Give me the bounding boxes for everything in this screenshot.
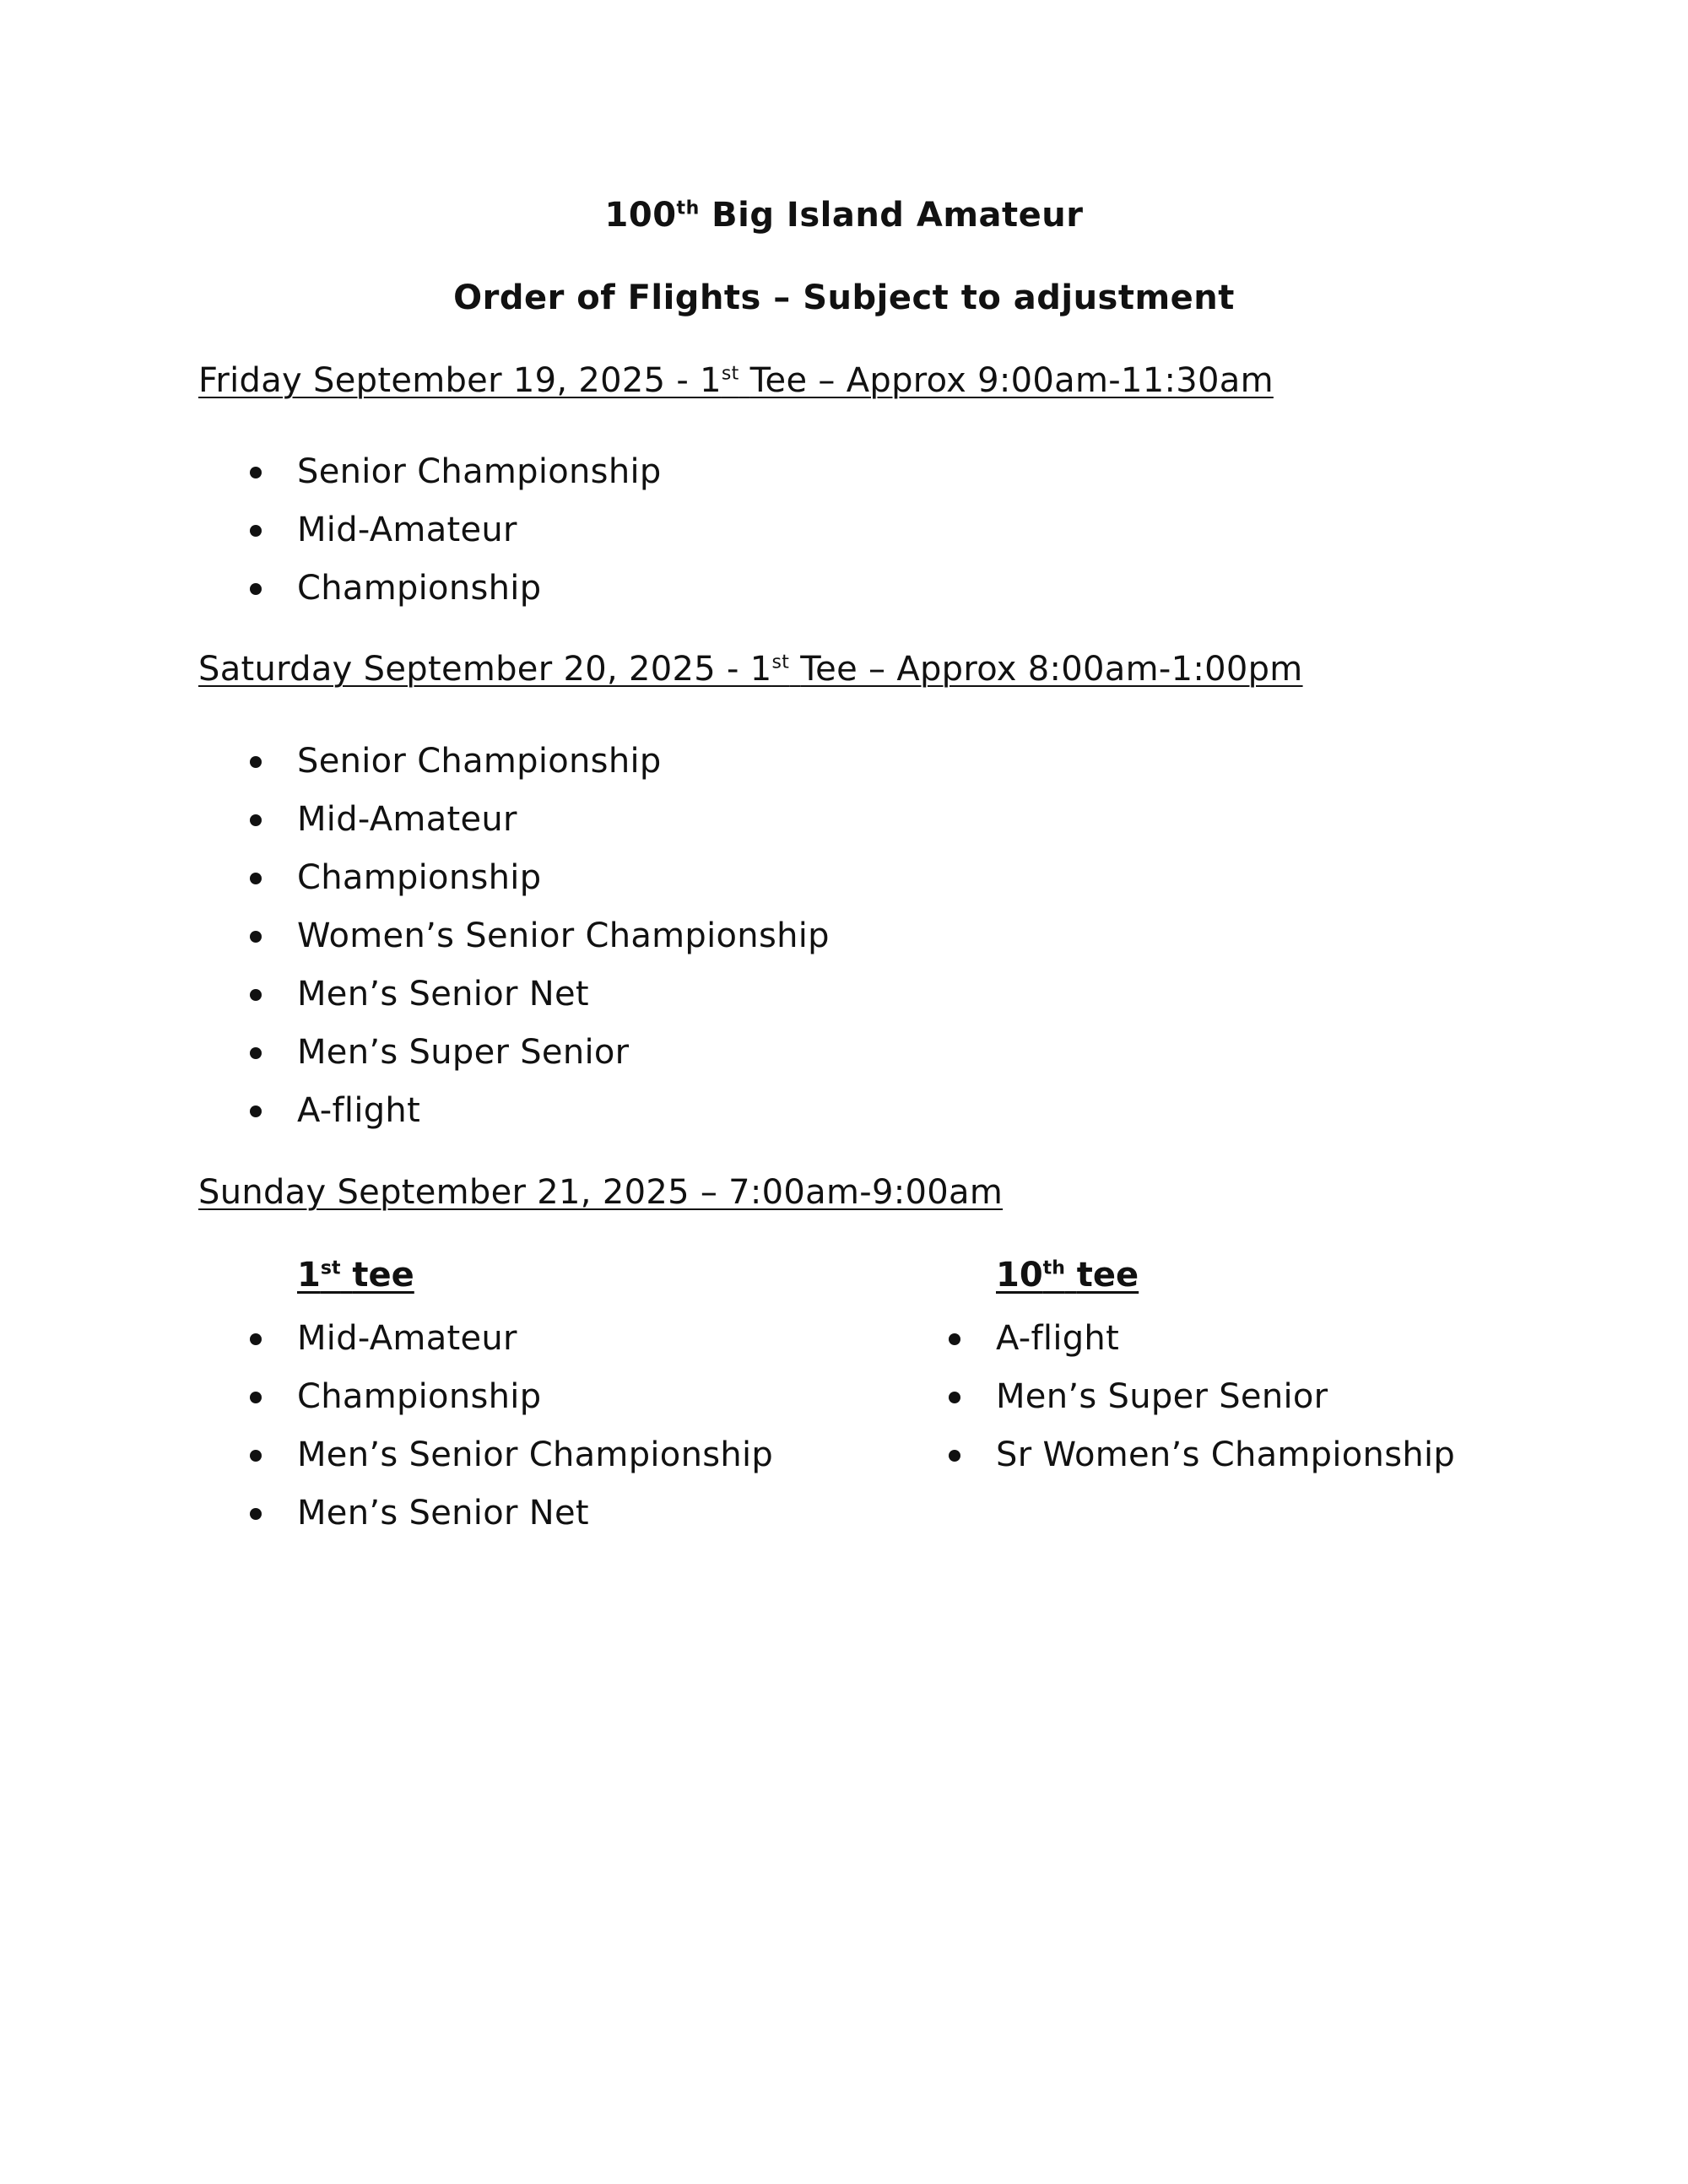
tenth-tee-number: 10 <box>996 1256 1043 1295</box>
list-item: Men’s Senior Championship <box>198 1426 773 1484</box>
list-item: Sr Women’s Championship <box>897 1426 1455 1484</box>
tenth-tee-word: tee <box>1076 1256 1139 1295</box>
list-item: Mid-Amateur <box>198 1310 773 1368</box>
tenth-tee-heading <box>996 1256 1139 1295</box>
list-item: Championship <box>198 849 830 907</box>
document-subtitle: Order of Flights – Subject to adjustment <box>453 278 1235 317</box>
friday-flight-list <box>198 443 662 618</box>
sunday-heading: Sunday September 21, 2025 – 7:00am-9:00am <box>198 1173 1004 1212</box>
list-item: Championship <box>198 1368 773 1426</box>
list-item: Senior Championship <box>198 733 830 791</box>
friday-heading-date: Friday September 19, 2025 - 1 <box>198 361 722 400</box>
first-tee-number: 1 <box>297 1256 321 1295</box>
list-item: Men’s Senior Net <box>198 1484 773 1543</box>
saturday-flight-list <box>198 733 830 1140</box>
title-number: 100 <box>604 196 677 235</box>
saturday-heading <box>198 650 1303 689</box>
list-item: Mid-Amateur <box>198 791 830 849</box>
title-ordinal-suffix: th <box>676 197 700 219</box>
tenth-tee-flight-list <box>897 1310 1455 1484</box>
list-item: A-flight <box>198 1082 830 1140</box>
list-item: Senior Championship <box>198 443 662 501</box>
first-tee-heading <box>297 1256 414 1295</box>
list-item: Men’s Senior Net <box>198 965 830 1024</box>
title-event-name: Big Island Amateur <box>711 196 1084 235</box>
friday-heading-ordinal: st <box>721 363 739 385</box>
list-item: Championship <box>198 560 662 618</box>
list-item: Men’s Super Senior <box>198 1024 830 1082</box>
list-item: Men’s Super Senior <box>897 1368 1455 1426</box>
saturday-heading-ordinal: st <box>771 651 790 673</box>
list-item: A-flight <box>897 1310 1455 1368</box>
saturday-heading-date: Saturday September 20, 2025 - 1 <box>198 650 772 689</box>
list-item: Mid-Amateur <box>198 501 662 560</box>
first-tee-flight-list <box>198 1310 773 1543</box>
saturday-heading-time: Tee – Approx 8:00am-1:00pm <box>800 650 1303 689</box>
tenth-tee-ordinal: th <box>1042 1257 1065 1279</box>
friday-heading <box>198 361 1274 400</box>
first-tee-ordinal: st <box>320 1257 341 1279</box>
first-tee-word: tee <box>352 1256 414 1295</box>
list-item: Women’s Senior Championship <box>198 907 830 965</box>
document-title <box>0 196 1688 235</box>
friday-heading-time: Tee – Approx 9:00am-11:30am <box>749 361 1274 400</box>
